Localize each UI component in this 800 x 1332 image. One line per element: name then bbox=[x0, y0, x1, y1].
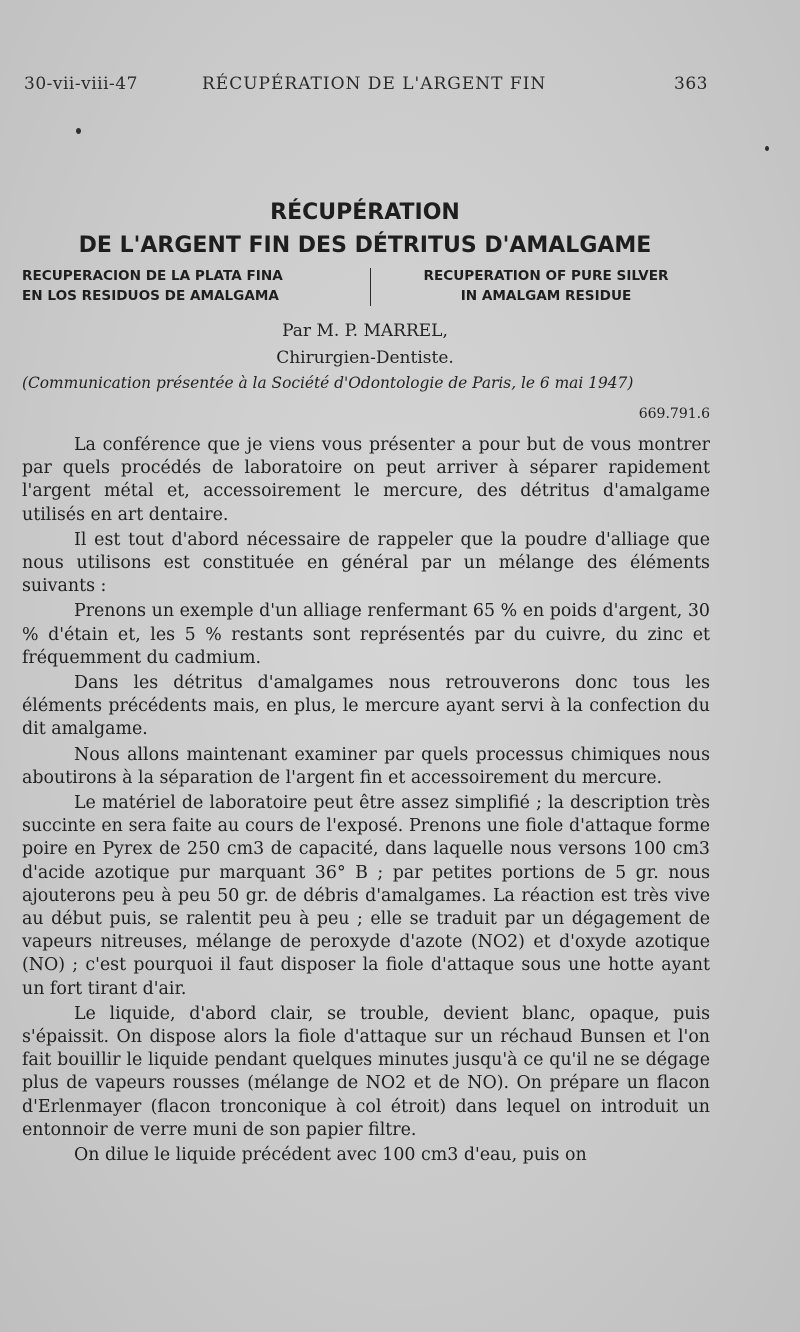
subtitle-en-line-2: IN AMALGAM RESIDUE bbox=[460, 288, 632, 304]
subtitle-spanish bbox=[22, 266, 362, 306]
subtitle-en-line-1: RECUPERATION OF PURE SILVER bbox=[423, 268, 669, 284]
article-body bbox=[22, 434, 710, 1169]
article-title bbox=[40, 196, 690, 262]
paragraph: Le matériel de laboratoire peut être assez simplifié ; la description très succinte en sera faite au cours de l'exposé. Prenons une fiole d'attaque forme poire en Pyrex de 250 cm3 de capacité, dans laquelle nous versons 100 cm3 d'acide azotique pur marquant 36° B ; par petites portions de 5 gr. nous ajouterons peu à peu 50 gr. de débris d'amalgames. La réaction est très vive au début puis, se ralentit peu à peu ; elle se traduit par un dégagement de vapeurs nitreuses, mélange de peroxyde d'azote (NO2) et d'oxyde azotique (NO) ; c'est pourquoi il faut disposer la fiole d'attaque sous une hotte ayant un fort tirant d'air. bbox=[22, 793, 710, 999]
header-date: 30-vii-viii-47 bbox=[24, 74, 138, 94]
paragraph: Il est tout d'abord nécessaire de rappeler que la poudre d'alliage que nous utilisons est constituée en général par un mélange des éléments suivants : bbox=[22, 529, 710, 597]
classification-number: 669.791.6 bbox=[638, 406, 710, 422]
ink-speck bbox=[76, 128, 81, 134]
ink-speck bbox=[765, 146, 769, 151]
subtitle-divider bbox=[370, 268, 371, 306]
paragraph: Dans les détritus d'amalgames nous retrouverons donc tous les éléments précédents mais, en plus, le mercure ayant servi à la confection du dit amalgame. bbox=[22, 673, 710, 740]
subtitle-english bbox=[380, 266, 712, 306]
subtitle-es-line-1: RECUPERACION DE LA PLATA FINA bbox=[22, 268, 283, 284]
paragraph: La conférence que je viens vous présenter a pour but de vous montrer par quels procédés de laboratoire on peut arriver à séparer rapidement l'argent métal et, accessoirement le mercure, des détritus d'amalgame utilisés en art dentaire. bbox=[22, 435, 710, 525]
paragraph: On dilue le liquide précédent avec 100 cm3 d'eau, puis on bbox=[74, 1145, 587, 1166]
running-header bbox=[24, 74, 708, 102]
header-running-title: RÉCUPÉRATION DE L'ARGENT FIN bbox=[202, 74, 547, 94]
translated-subtitles bbox=[22, 266, 712, 308]
author-name: Par M. P. MARREL, bbox=[282, 321, 448, 341]
subtitle-es-line-2: EN LOS RESIDUOS DE AMALGAMA bbox=[22, 288, 279, 304]
byline bbox=[40, 318, 690, 372]
title-line-2: DE L'ARGENT FIN DES DÉTRITUS D'AMALGAME bbox=[78, 233, 652, 258]
paragraph: Nous allons maintenant examiner par quels processus chimiques nous aboutirons à la séparation de l'argent fin et accessoirement du mercure. bbox=[22, 744, 710, 788]
paragraph: Prenons un exemple d'un alliage renfermant 65 % en poids d'argent, 30 % d'étain et, les 5 % restants sont représentés par du cuivre, du zinc et fréquemment du cadmium. bbox=[22, 601, 710, 668]
author-title: Chirurgien-Dentiste. bbox=[276, 348, 454, 368]
communication-note: (Communication présentée à la Société d'Odontologie de Paris, le 6 mai 1947) bbox=[22, 374, 634, 392]
paragraph: Le liquide, d'abord clair, se trouble, devient blanc, opaque, puis s'épaissit. On dispose alors la fiole d'attaque sur un réchaud Bunsen et l'on fait bouillir le liquide pendant quelques minutes jusqu'à ce qu'il ne se dégage plus de vapeurs rousses (mélange de NO2 et de NO). On prépare un flacon d'Erlenmayer (flacon tronconique à col étroit) dans lequel on introduit un entonnoir de verre muni de son papier filtre. bbox=[22, 1003, 710, 1140]
title-line-1: RÉCUPÉRATION bbox=[270, 200, 460, 225]
page-number: 363 bbox=[674, 74, 708, 94]
